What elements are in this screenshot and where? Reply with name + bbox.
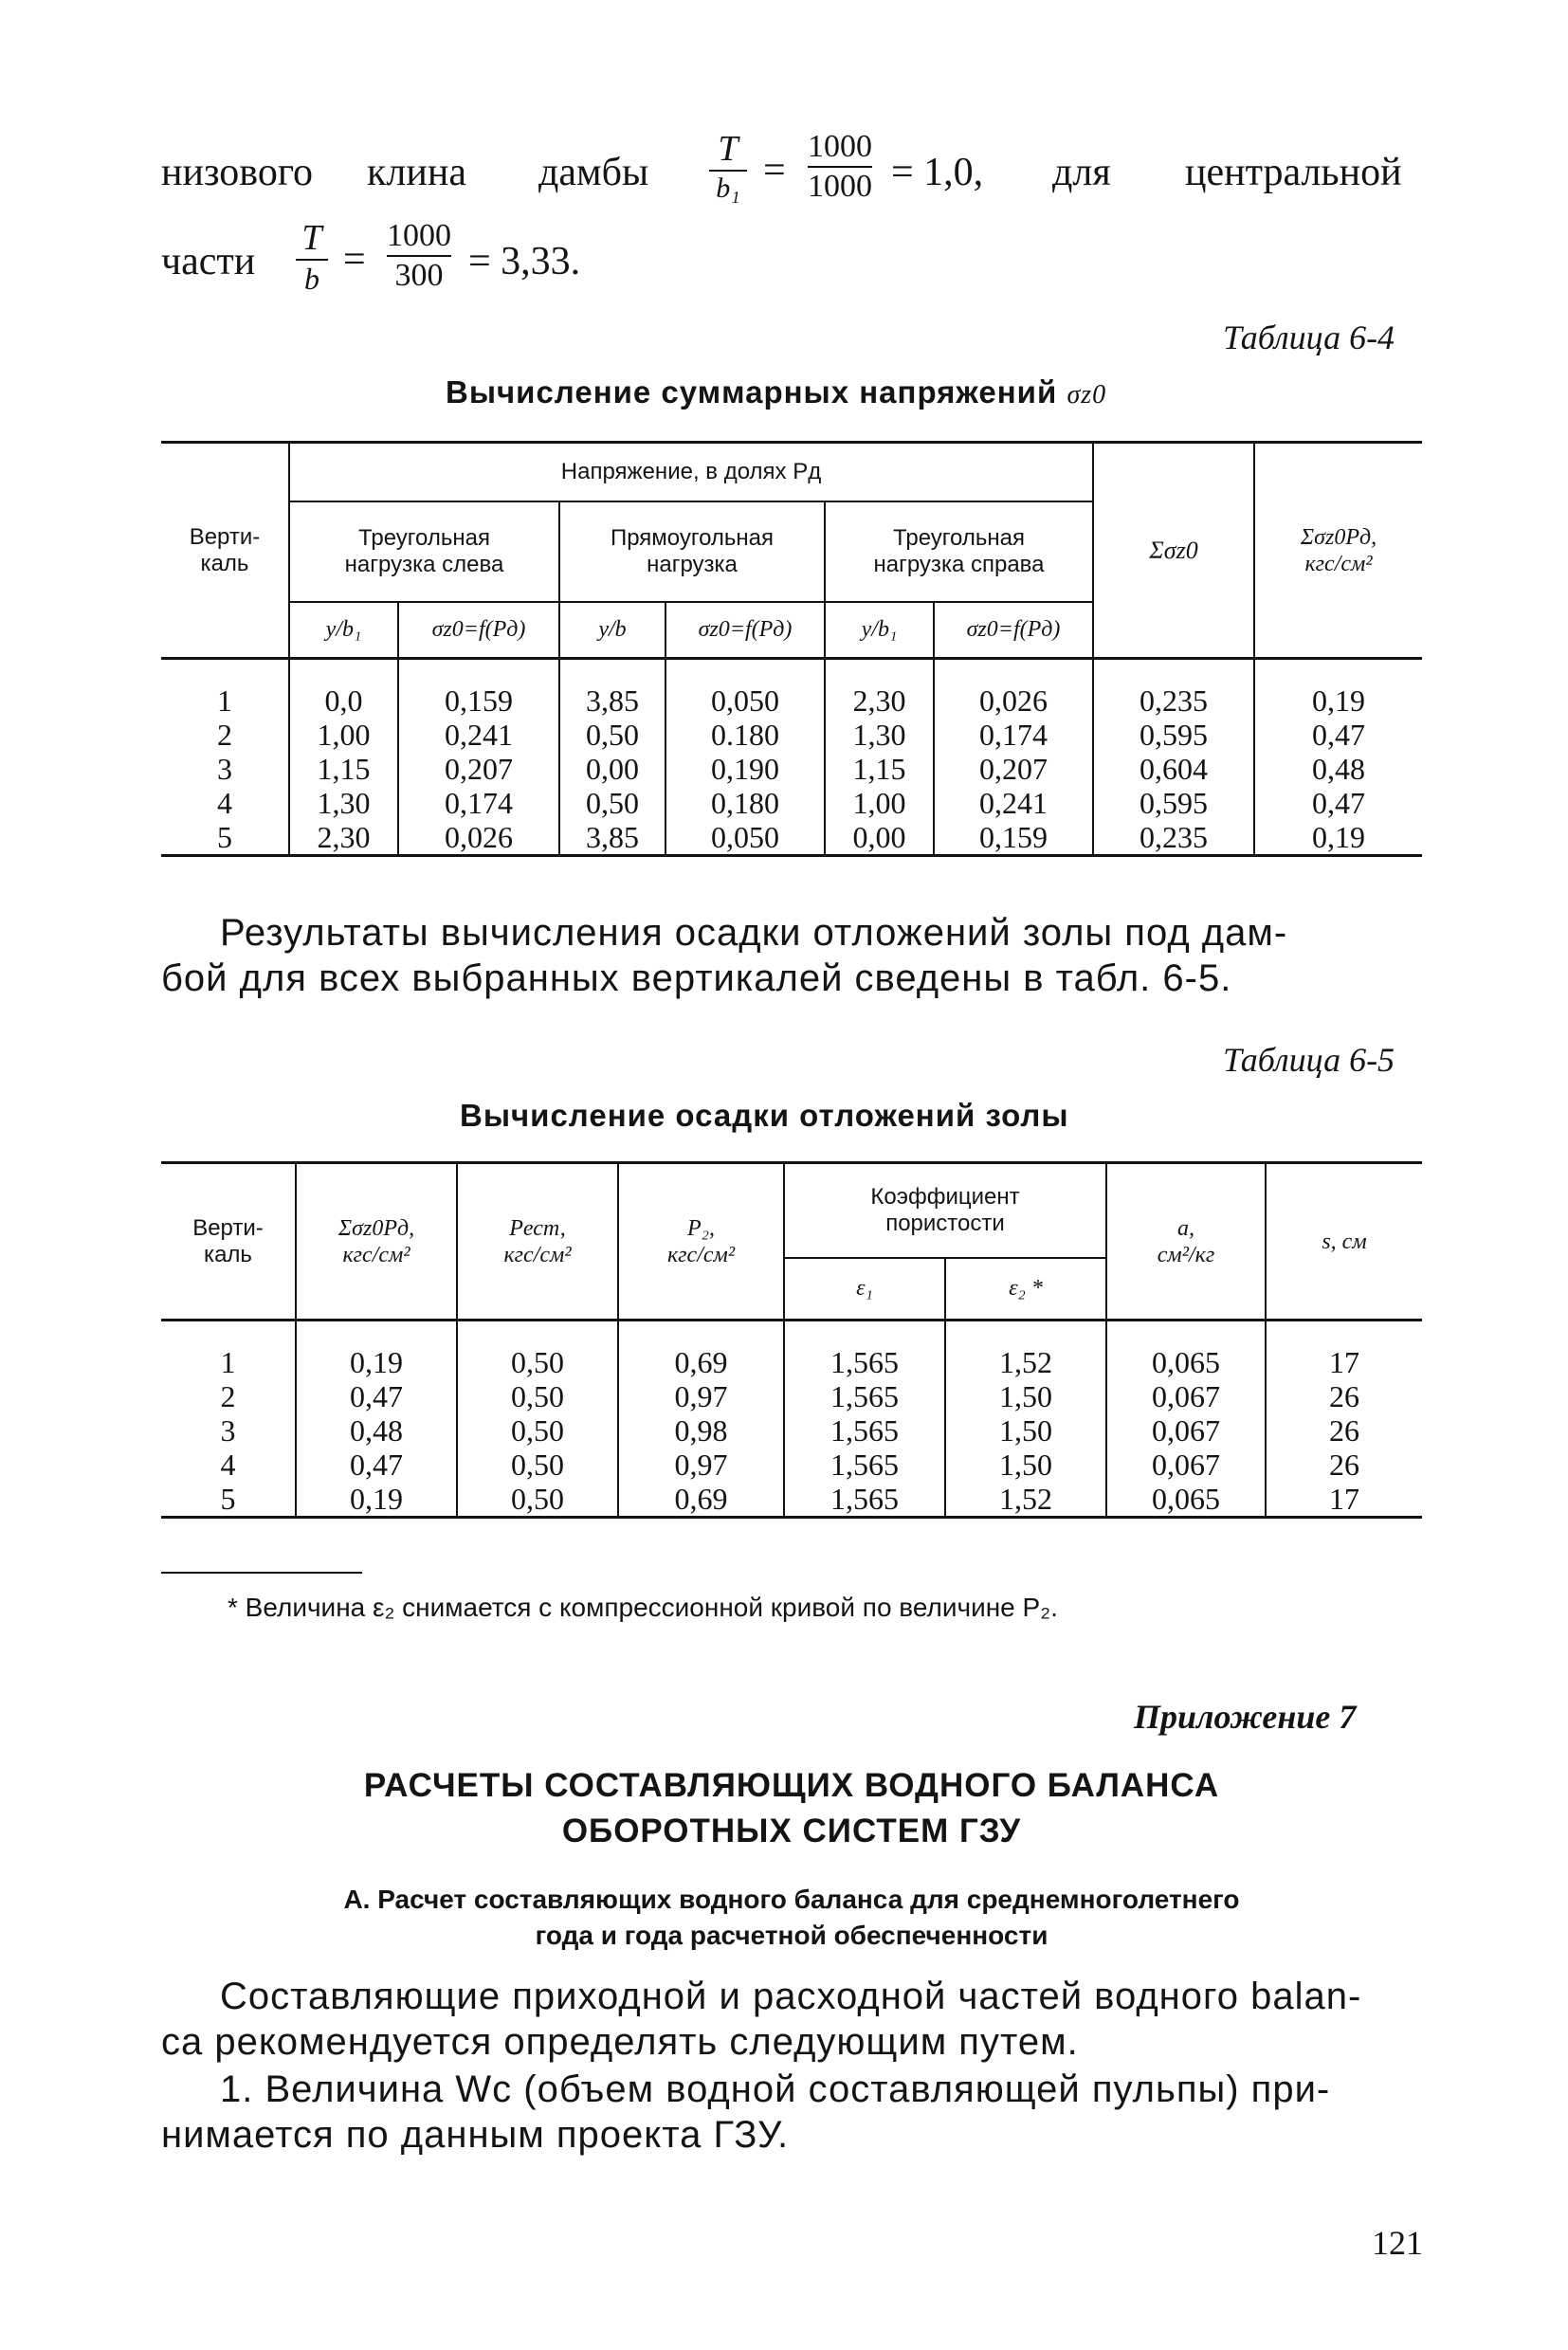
cell-y-b1-right: 0,00 — [825, 820, 934, 856]
cell-y-b1-right: 1,30 — [825, 718, 934, 752]
cell-p-natural: 0,50 — [457, 1345, 618, 1379]
appendix-title-line-2: ОБОРОТНЫХ СИСТЕМ ГЗУ — [561, 1813, 1022, 1849]
table-row — [161, 683, 1422, 718]
frac-bar — [709, 170, 747, 172]
appendix-subtitle-line-1: А. Расчет составляющих водного баланса для среднемноголетнего — [343, 1885, 1240, 1914]
cell-vertical: 2 — [161, 718, 289, 752]
cell-vertical: 1 — [161, 1345, 296, 1379]
cell-sigma-rect: 0,180 — [665, 786, 825, 820]
intro-word-3: дамбы — [538, 151, 649, 194]
cell-p2: 0,97 — [618, 1379, 784, 1413]
cell-y-b1-right: 1,15 — [825, 752, 934, 786]
appendix-paragraph-2-line-2: нимается по данным проекта ГЗУ. — [161, 2114, 790, 2156]
cell-e2: 1,52 — [945, 1482, 1106, 1518]
frac-bar — [808, 166, 872, 168]
cell-a: 0,067 — [1106, 1379, 1266, 1413]
appendix-paragraph-1-line-1: Составляющие приходной и расходной частей водного balan- — [220, 1976, 1362, 2017]
cell-sum-sigma-p: 0,19 — [296, 1482, 457, 1518]
cell-sigma-left: 0,174 — [398, 786, 559, 820]
table-6-5-title: Вычисление осадки отложений золы — [460, 1098, 1069, 1133]
frac-denominator: 1000 — [808, 169, 872, 204]
cell-p-natural: 0,50 — [457, 1379, 618, 1413]
cell-e1: 1,565 — [784, 1379, 945, 1413]
cell-vertical: 1 — [161, 683, 289, 718]
header-sum-sigma-p: Σσz0Pд, кгс/см² — [296, 1163, 457, 1321]
cell-sigma-rect: 0.180 — [665, 718, 825, 752]
appendix-title-line-1: РАСЧЕТЫ СОСТАВЛЯЮЩИХ ВОДНОГО БАЛАНСА — [363, 1767, 1220, 1804]
table-row — [161, 1345, 1422, 1379]
cell-sum-sigma-p: 0,48 — [296, 1413, 457, 1448]
cell-y-b1-right: 2,30 — [825, 683, 934, 718]
header-a: a, см²/кг — [1106, 1163, 1266, 1321]
table-row — [161, 1413, 1422, 1448]
header-vertical: Верти- каль — [161, 1163, 296, 1321]
cell-vertical: 4 — [161, 1448, 296, 1482]
subheader-y-b1: y/b₁ — [289, 602, 398, 659]
cell-sum-sigma: 0,595 — [1093, 718, 1254, 752]
cell-sigma-right: 0,174 — [934, 718, 1093, 752]
appendix-title — [351, 1763, 1232, 1854]
cell-sum-sigma-p: 0,19 — [1312, 683, 1365, 718]
header-triangular-right: Треугольная нагрузка справа — [825, 501, 1093, 602]
results-paragraph-line-1: Результаты вычисления осадки отложений золы под дам- — [220, 912, 1288, 954]
cell-e1: 1,565 — [784, 1345, 945, 1379]
subheader-sigma: σz0=f(Pд) — [665, 602, 825, 659]
cell-y-b-rect: 0,50 — [559, 786, 665, 820]
header-p2: P₂, кгс/см² — [618, 1163, 784, 1321]
cell-sum-sigma-p: 0,47 — [1312, 717, 1365, 752]
intro-result-1: = 1,0, — [891, 151, 984, 194]
header-s: s, см — [1266, 1163, 1422, 1321]
cell-e1: 1,565 — [784, 1448, 945, 1482]
subheader-e2: ε₂ * — [945, 1258, 1106, 1321]
cell-p2: 0,97 — [618, 1448, 784, 1482]
cell-e2: 1,50 — [945, 1448, 1106, 1482]
table-row — [161, 752, 1422, 786]
header-porosity-coefficient: Коэффициент пористости — [784, 1163, 1106, 1258]
cell-p2: 0,98 — [618, 1413, 784, 1448]
cell-a: 0,065 — [1106, 1345, 1266, 1379]
table-6-4-body — [161, 683, 1422, 856]
cell-sigma-left: 0,159 — [398, 683, 559, 718]
cell-y-b1-right: 1,00 — [825, 786, 934, 820]
cell-sigma-left: 0,026 — [398, 820, 559, 856]
cell-sigma-rect: 0,050 — [665, 820, 825, 856]
table-6-4 — [161, 441, 1422, 857]
cell-sigma-right: 0,207 — [934, 752, 1093, 786]
cell-sum-sigma: 0,235 — [1093, 683, 1254, 718]
cell-sigma-rect: 0,190 — [665, 752, 825, 786]
results-paragraph-line-2: бой для всех выбранных вертикалей сведены в табл. 6-5. — [161, 957, 1232, 999]
header-stress-group: Напряжение, в долях Pд — [289, 443, 1093, 501]
intro-word-4: для — [1052, 151, 1111, 194]
footnote: * Величина ε₂ снимается с компрессионной кривой по величине P₂. — [228, 1593, 1058, 1622]
cell-y-b1-left: 0,0 — [289, 683, 398, 718]
cell-vertical: 3 — [161, 1413, 296, 1448]
cell-s: 17 — [1266, 1482, 1422, 1518]
cell-p-natural: 0,50 — [457, 1413, 618, 1448]
cell-y-b-rect: 0,00 — [559, 752, 665, 786]
cell-sum-sigma-p: 0,47 — [296, 1379, 457, 1413]
cell-a: 0,065 — [1106, 1482, 1266, 1518]
cell-y-b1-left: 1,30 — [289, 786, 398, 820]
frac-denominator: b — [304, 262, 319, 296]
cell-sigma-right: 0,026 — [934, 683, 1093, 718]
table-row — [161, 718, 1422, 752]
intro-result-2: = 3,33. — [468, 240, 581, 283]
cell-sigma-right: 0,241 — [934, 786, 1093, 820]
cell-vertical: 3 — [161, 752, 289, 786]
cell-sigma-rect: 0,050 — [665, 683, 825, 718]
subheader-sigma: σz0=f(Pд) — [398, 602, 559, 659]
subheader-y-b: y/b — [559, 602, 665, 659]
cell-p2: 0,69 — [618, 1482, 784, 1518]
header-vertical: Верти- каль — [161, 443, 289, 659]
table-row — [161, 1448, 1422, 1482]
cell-y-b1-left: 2,30 — [289, 820, 398, 856]
header-rectangular: Прямоугольная нагрузка — [559, 501, 825, 602]
table-6-4-label: Таблица 6-4 — [1223, 319, 1395, 356]
table-row — [161, 786, 1422, 820]
table-6-5-body — [161, 1345, 1422, 1518]
cell-p-natural: 0,50 — [457, 1448, 618, 1482]
equals-sign: = — [343, 238, 366, 282]
cell-sum-sigma-p: 0,19 — [296, 1345, 457, 1379]
cell-y-b-rect: 3,85 — [559, 683, 665, 718]
cell-sigma-left: 0,241 — [398, 718, 559, 752]
frac-numerator: 1000 — [387, 218, 451, 253]
cell-y-b1-left: 1,15 — [289, 752, 398, 786]
sigma-symbol: σz0 — [1067, 380, 1107, 410]
subheader-y-b1: y/b₁ — [825, 602, 934, 659]
subheader-sigma: σz0=f(Pд) — [934, 602, 1093, 659]
cell-vertical: 5 — [161, 820, 289, 856]
appendix-subtitle — [256, 1882, 1327, 1954]
appendix-paragraph-1-line-2: са рекомендуется определять следующим путем. — [161, 2021, 1079, 2063]
fraction-t-over-b1 — [709, 131, 747, 203]
cell-s: 26 — [1329, 1412, 1359, 1448]
cell-sum-sigma-p: 0,47 — [1312, 785, 1365, 820]
table-row — [161, 1482, 1422, 1518]
cell-vertical: 2 — [161, 1379, 296, 1413]
equals-sign: = — [763, 149, 786, 192]
cell-e1: 1,565 — [784, 1413, 945, 1448]
frac-denominator: 300 — [394, 258, 444, 293]
cell-e2: 1,52 — [945, 1345, 1106, 1379]
cell-sum-sigma: 0,595 — [1093, 786, 1254, 820]
cell-s: 26 — [1329, 1378, 1359, 1413]
header-p-natural: Pест, кгс/см² — [457, 1163, 618, 1321]
cell-a: 0,067 — [1106, 1413, 1266, 1448]
fraction-1000-over-300 — [387, 220, 451, 292]
intro-word-2: клина — [367, 151, 466, 194]
table-6-5 — [161, 1161, 1422, 1519]
cell-sigma-left: 0,207 — [398, 752, 559, 786]
cell-sum-sigma: 0,604 — [1093, 752, 1254, 786]
cell-sum-sigma-p: 0,47 — [296, 1448, 457, 1482]
header-triangular-left: Треугольная нагрузка слева — [289, 501, 559, 602]
intro-word-parts: части — [161, 240, 256, 283]
frac-numerator: 1000 — [808, 129, 872, 164]
cell-e1: 1,565 — [784, 1482, 945, 1518]
cell-e2: 1,50 — [945, 1379, 1106, 1413]
cell-sigma-right: 0,159 — [934, 820, 1093, 856]
frac-numerator: T — [301, 218, 322, 258]
cell-sum-sigma: 0,235 — [1093, 820, 1254, 856]
cell-vertical: 4 — [161, 786, 289, 820]
table-6-5-label: Таблица 6-5 — [1223, 1041, 1395, 1079]
table-title-text: Вычисление суммарных напряжений — [446, 374, 1058, 410]
intro-word-5: центральной — [1185, 151, 1402, 194]
cell-y-b-rect: 0,50 — [559, 718, 665, 752]
table-6-4-title — [446, 374, 1106, 410]
header-sum-sigma-p: Σσz0Pд, кгс/см² — [1254, 443, 1422, 659]
cell-a: 0,067 — [1106, 1448, 1266, 1482]
header-sum-sigma: Σσz0 — [1093, 443, 1254, 659]
appendix-paragraph-2-line-1: 1. Величина Wс (объем водной составляющей пульпы) при- — [220, 2068, 1331, 2110]
appendix-label: Приложение 7 — [1134, 1698, 1357, 1736]
frac-numerator: T — [718, 129, 738, 169]
cell-y-b-rect: 3,85 — [559, 820, 665, 856]
footnote-rule — [161, 1572, 362, 1574]
frac-bar — [387, 255, 451, 257]
table-row — [161, 820, 1422, 856]
cell-s: 26 — [1329, 1447, 1359, 1482]
cell-p2: 0,69 — [618, 1345, 784, 1379]
cell-p-natural: 0,50 — [457, 1482, 618, 1518]
cell-y-b1-left: 1,00 — [289, 718, 398, 752]
cell-e2: 1,50 — [945, 1413, 1106, 1448]
intro-word-1: низового — [161, 151, 314, 194]
fraction-t-over-b — [296, 220, 328, 294]
cell-vertical: 5 — [161, 1482, 296, 1518]
frac-bar — [296, 259, 328, 261]
cell-sum-sigma-p: 0,19 — [1254, 820, 1422, 856]
subheader-e1: ε₁ — [784, 1258, 945, 1321]
page-number: 121 — [1372, 2224, 1423, 2262]
cell-s: 17 — [1329, 1344, 1359, 1379]
cell-sum-sigma-p: 0,48 — [1312, 751, 1365, 786]
appendix-subtitle-line-2: года и года расчетной обеспеченности — [535, 1921, 1048, 1950]
fraction-1000-over-1000 — [808, 131, 872, 203]
frac-denominator: b₁ — [716, 173, 740, 204]
table-row — [161, 1379, 1422, 1413]
